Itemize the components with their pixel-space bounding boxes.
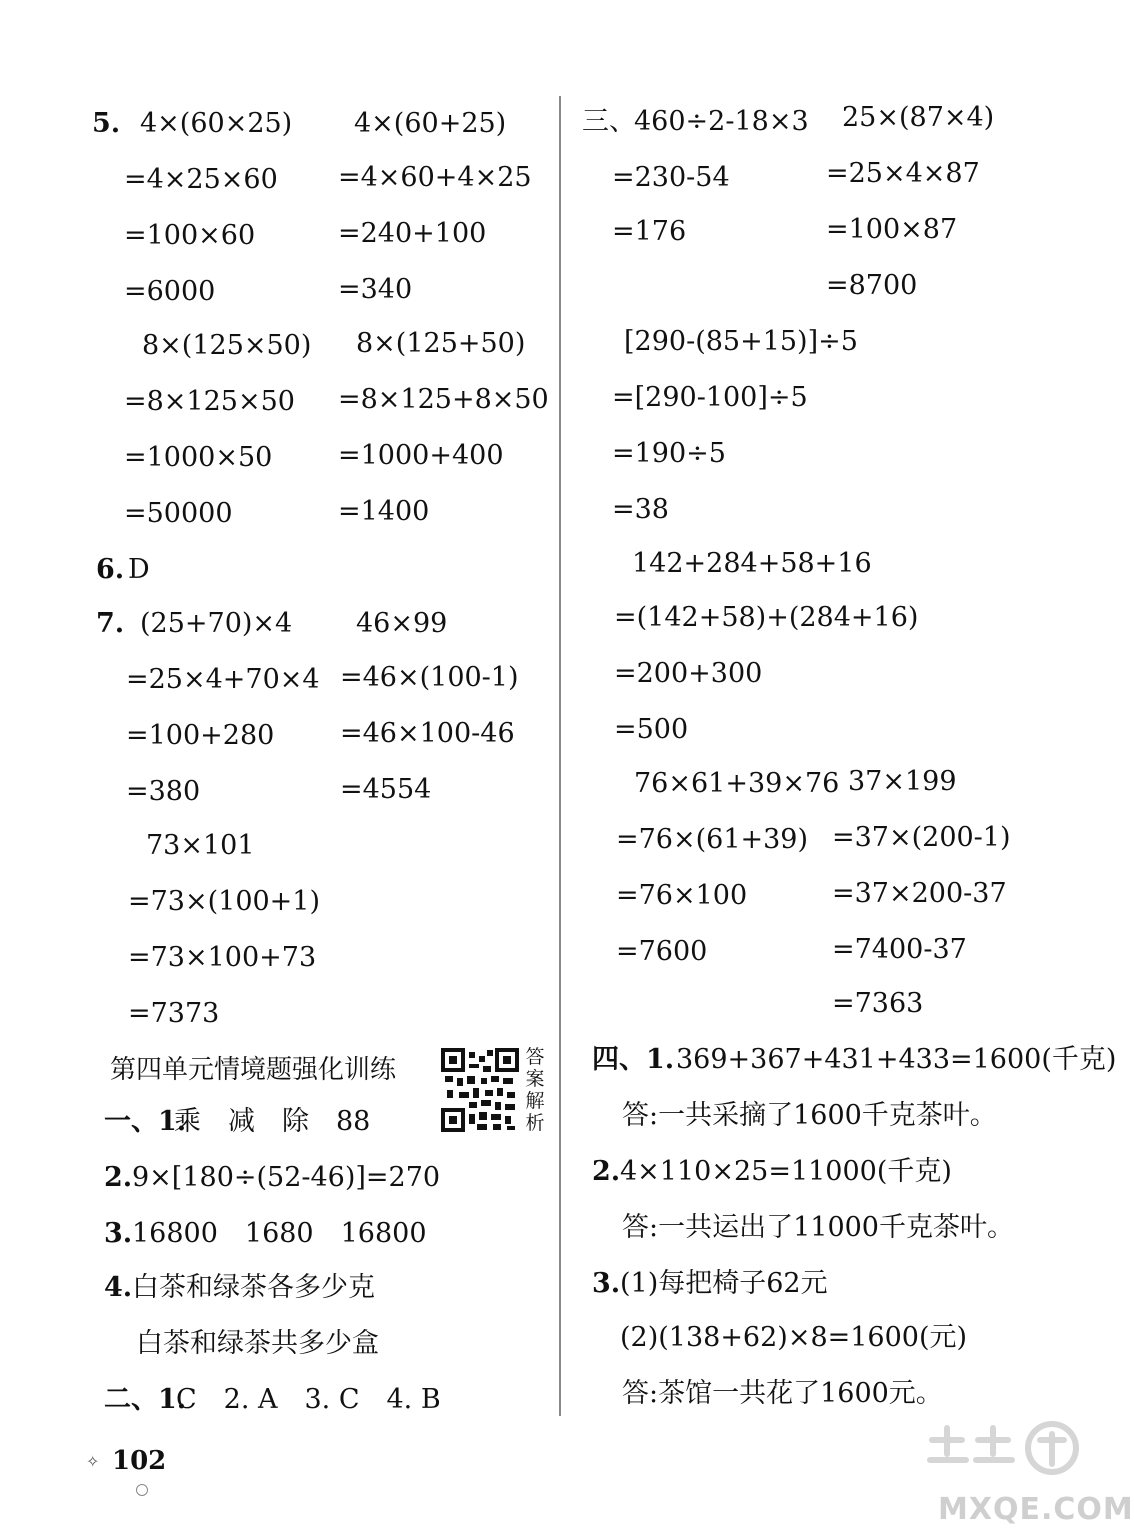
q7-col1-line-3: =100+280 — [126, 720, 275, 751]
p3b-line-3: =190÷5 — [612, 438, 726, 469]
p3d-col2-line-3: =37×200-37 — [832, 878, 1007, 909]
question-5-label: 5. — [92, 108, 121, 139]
decorative-circle-icon — [136, 1484, 148, 1496]
part-1-label: 一、1. — [104, 1106, 187, 1137]
part-2-answers: C 2. A 3. C 4. B — [176, 1384, 441, 1415]
p3a-col2-line-1: 25×(87×4) — [842, 102, 995, 133]
q5-col1-line-6: =8×125×50 — [124, 386, 295, 417]
question-7-label: 7. — [96, 608, 125, 639]
q5-col2-line-1: 4×(60+25) — [354, 108, 507, 139]
q5-col1-line-8: =50000 — [124, 498, 233, 529]
part-4-q3-label: 3. — [592, 1268, 621, 1299]
column-divider — [559, 96, 561, 1416]
watermark-text: MXQE.COM — [938, 1492, 1134, 1527]
q5-col1-line-5: 8×(125×50) — [142, 330, 312, 361]
p3c-line-3: =200+300 — [614, 658, 763, 689]
p3d-col1-line-1: 76×61+39×76 — [634, 768, 840, 799]
q5-col2-line-2: =4×60+4×25 — [338, 162, 532, 193]
part-1-q3-answer: 16800 1680 16800 — [132, 1218, 427, 1249]
part-4-q3-part1: (1)每把椅子62元 — [620, 1268, 828, 1299]
p3a-col2-line-2: =25×4×87 — [826, 158, 980, 189]
p3d-col2-line-5: =7363 — [832, 988, 924, 1019]
q7-col2-line-4: =4554 — [340, 774, 432, 805]
page-number: 102 — [112, 1446, 167, 1476]
q7-col1-line-8: =7373 — [128, 998, 220, 1029]
q7-col2-line-3: =46×100-46 — [340, 718, 515, 749]
p3a-col1-line-3: =176 — [612, 216, 687, 247]
q5-col1-line-7: =1000×50 — [124, 442, 273, 473]
p3d-col1-line-4: =7600 — [616, 936, 708, 967]
q7-col1-line-6: =73×(100+1) — [128, 886, 321, 917]
q5-col2-line-6: =8×125+8×50 — [338, 384, 549, 415]
part-1-q4-answer-2: 白茶和绿茶共多少盒 — [136, 1328, 379, 1359]
p3c-line-1: 142+284+58+16 — [632, 548, 872, 579]
q5-col2-line-7: =1000+400 — [338, 440, 504, 471]
q5-col1-line-4: =6000 — [124, 276, 216, 307]
part-4-q2-answer: 答:一共运出了11000千克茶叶。 — [622, 1212, 1014, 1243]
p3d-col1-line-3: =76×100 — [616, 880, 748, 911]
p3b-line-2: =[290-100]÷5 — [612, 382, 808, 413]
part-1-answer: 乘 减 除 88 — [174, 1106, 371, 1137]
p3c-line-4: =500 — [614, 714, 689, 745]
p3a-col1-line-1: 460÷2-18×3 — [634, 106, 809, 137]
part-1-q2-answer: 9×[180÷(52-46)]=270 — [132, 1162, 441, 1193]
q7-col2-line-2: =46×(100-1) — [340, 662, 519, 693]
q5-col2-line-8: =1400 — [338, 496, 430, 527]
q5-col2-line-5: 8×(125+50) — [356, 328, 526, 359]
q7-col1-line-5: 73×101 — [146, 830, 255, 861]
q7-col2-line-1: 46×99 — [356, 608, 448, 639]
answer-analysis-label: 答案解析 — [525, 1046, 545, 1134]
q5-col1-line-3: =100×60 — [124, 220, 256, 251]
p3b-line-1: [290-(85+15)]÷5 — [624, 326, 858, 357]
part-1-q3-label: 3. — [104, 1218, 133, 1249]
q7-col1-line-1: (25+70)×4 — [140, 608, 293, 639]
q5-col1-line-2: =4×25×60 — [124, 164, 278, 195]
part-1-q2-label: 2. — [104, 1162, 133, 1193]
p3a-col2-line-4: =8700 — [826, 270, 918, 301]
qr-code-icon[interactable] — [441, 1048, 519, 1132]
q5-col1-line-1: 4×(60×25) — [140, 108, 293, 139]
p3d-col1-line-2: =76×(61+39) — [616, 824, 809, 855]
q7-col1-line-2: =25×4+70×4 — [126, 664, 320, 695]
section-title: 第四单元情境题强化训练 — [110, 1055, 397, 1085]
p3a-col1-line-2: =230-54 — [612, 162, 730, 193]
part-3-label: 三、 — [582, 106, 636, 137]
part-4-q3-part2: (2)(138+62)×8=1600(元) — [620, 1322, 968, 1353]
part-4-q3-answer: 答:茶馆一共花了1600元。 — [622, 1378, 943, 1409]
p3b-line-4: =38 — [612, 494, 669, 525]
question-6-label: 6. — [96, 554, 125, 585]
p3d-col2-line-2: =37×(200-1) — [832, 822, 1011, 853]
decorative-star-icon: ✧ — [86, 1452, 100, 1471]
part-1-q4-answer-1: 白茶和绿茶各多少克 — [132, 1272, 375, 1303]
part-4-q2-equation: 4×110×25=11000(千克) — [620, 1156, 952, 1187]
part-1-q4-label: 4. — [104, 1272, 133, 1303]
part-4-label: 四、1. — [592, 1044, 675, 1075]
p3d-col2-line-1: 37×199 — [848, 766, 957, 797]
p3c-line-2: =(142+58)+(284+16) — [614, 602, 919, 633]
part-4-q1-equation: 369+367+431+433=1600(千克) — [676, 1044, 1117, 1075]
q5-col2-line-3: =240+100 — [338, 218, 487, 249]
q7-col1-line-7: =73×100+73 — [128, 942, 317, 973]
q5-col2-line-4: =340 — [338, 274, 413, 305]
part-4-q1-answer: 答:一共采摘了1600千克茶叶。 — [622, 1100, 997, 1131]
q7-col1-line-4: =380 — [126, 776, 201, 807]
p3d-col2-line-4: =7400-37 — [832, 934, 967, 965]
question-6-answer: D — [128, 554, 150, 585]
part-4-q2-label: 2. — [592, 1156, 621, 1187]
p3a-col2-line-3: =100×87 — [826, 214, 958, 245]
part-2-label: 二、1. — [104, 1384, 187, 1415]
